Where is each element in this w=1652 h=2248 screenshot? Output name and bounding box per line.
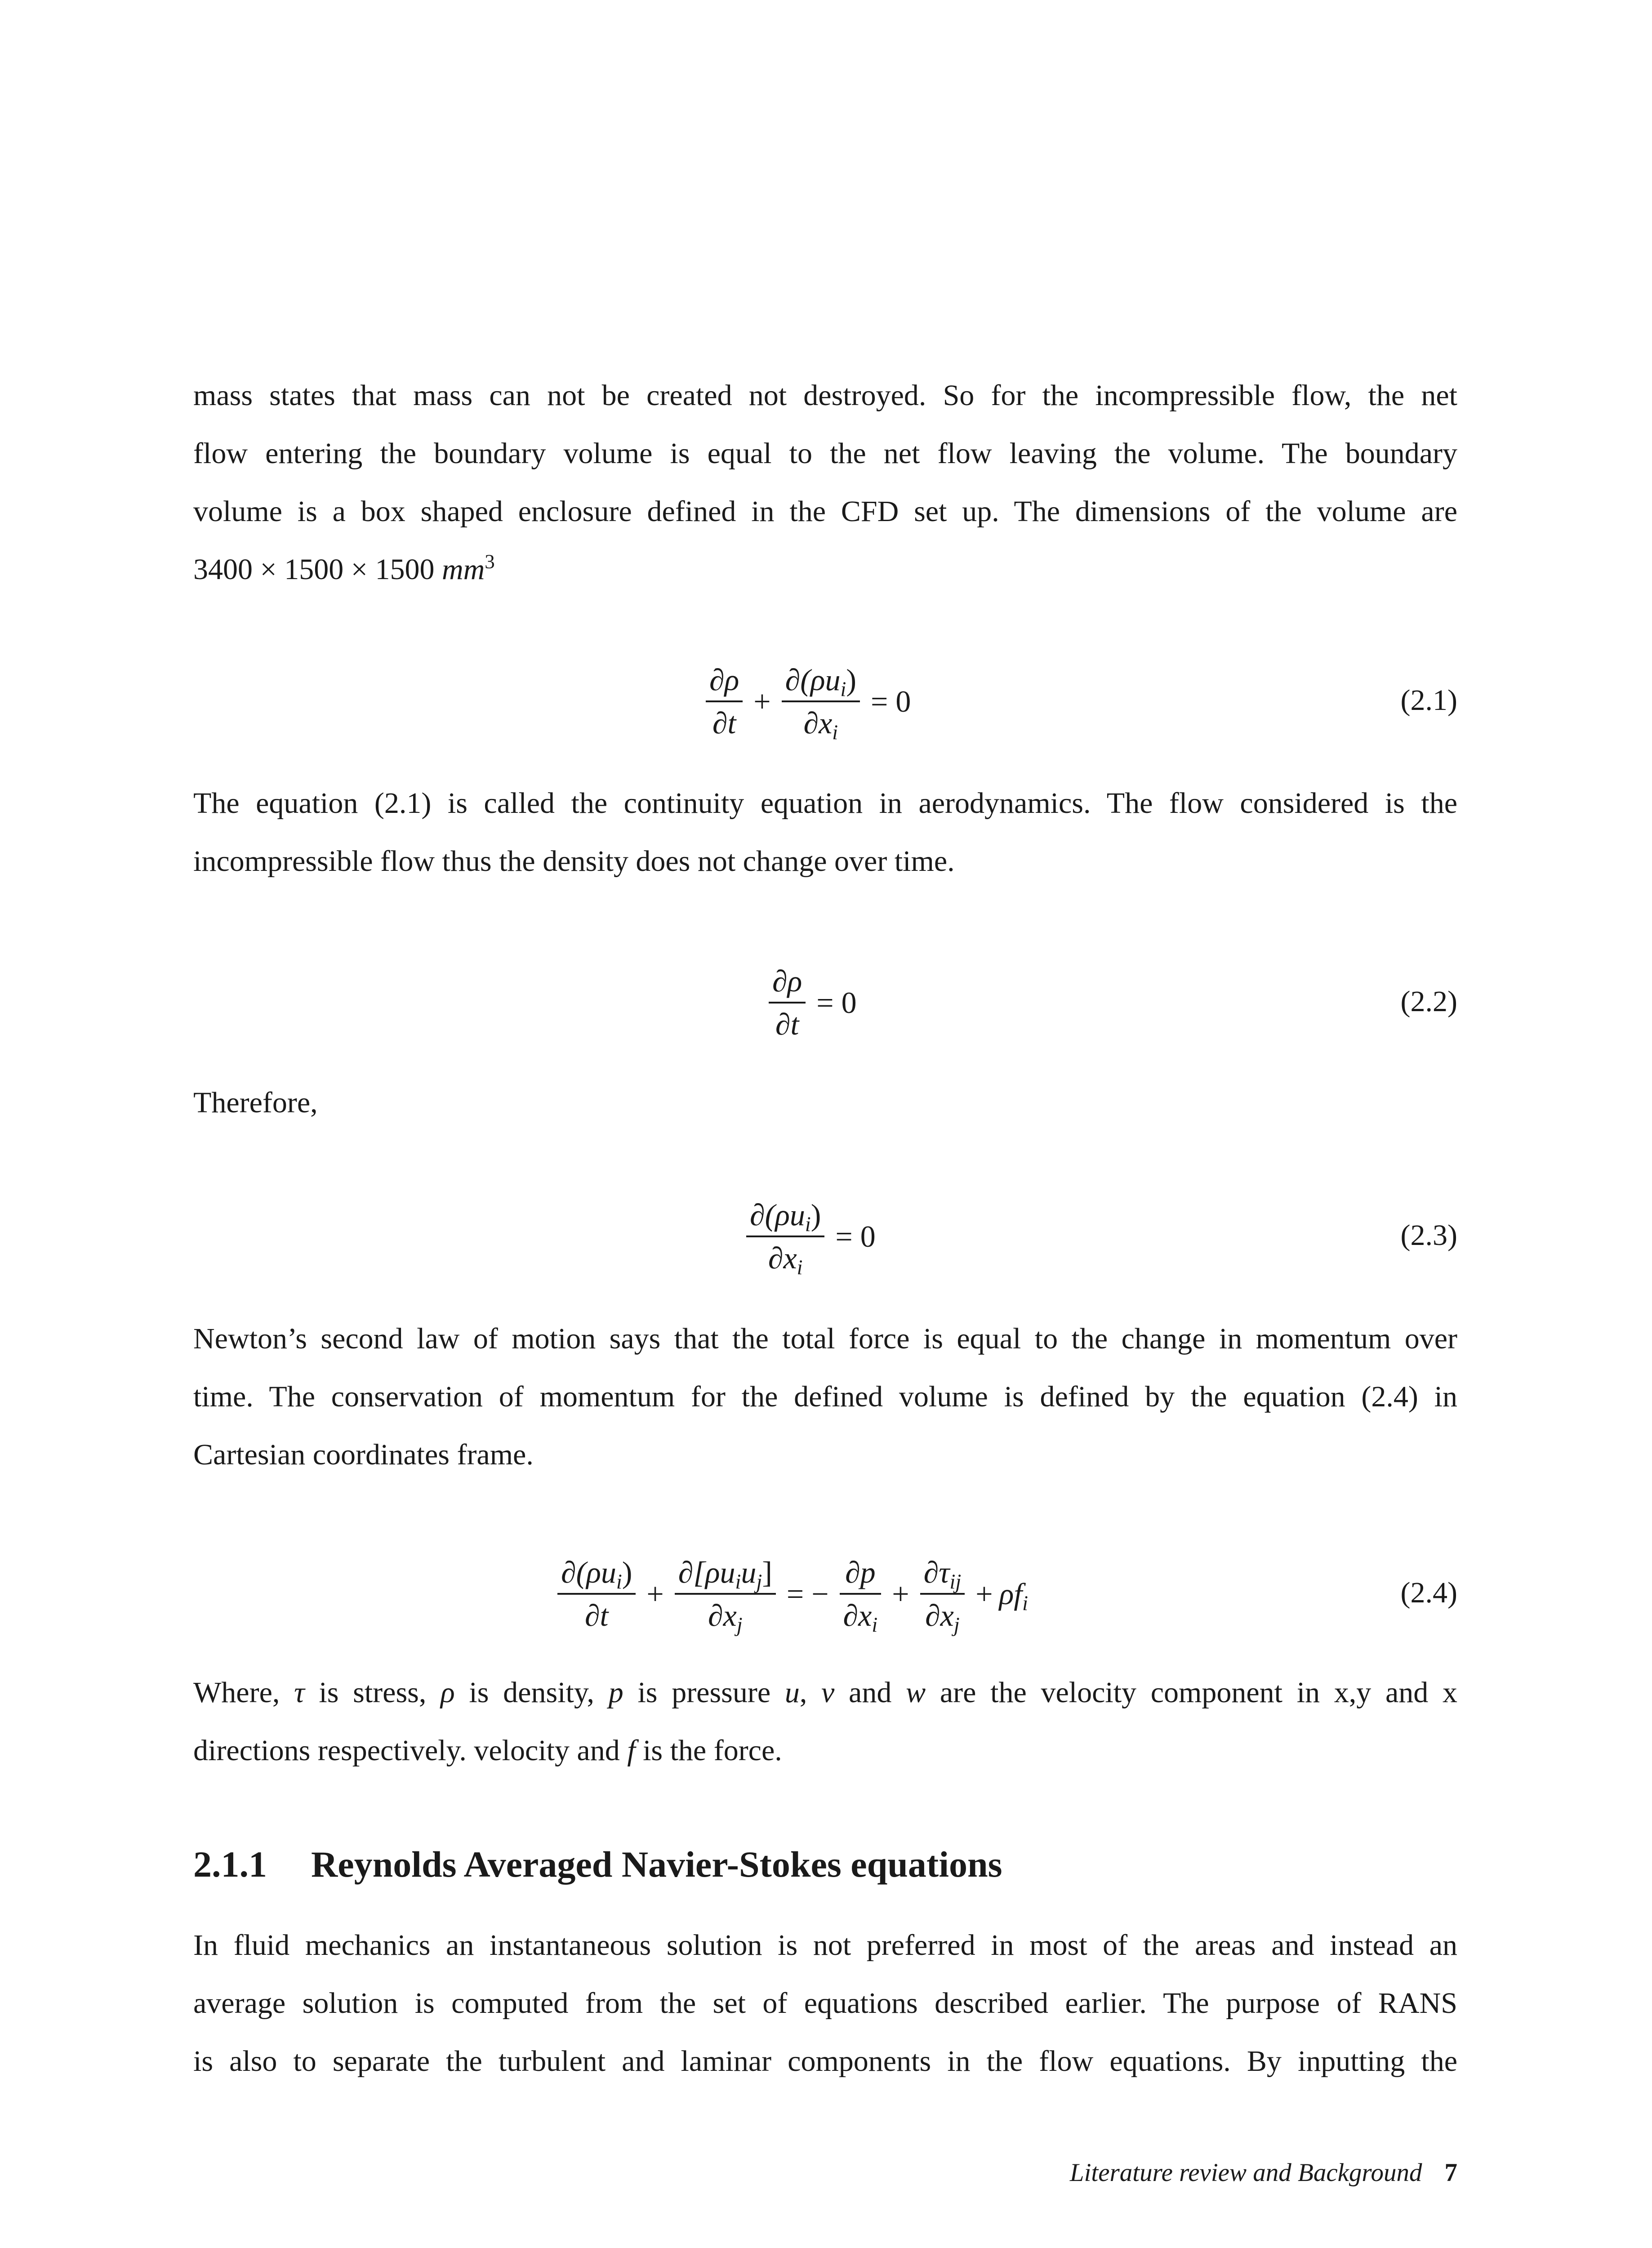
- section-heading: [193, 1843, 1002, 1886]
- fraction: [675, 1552, 776, 1636]
- unit-exponent: 3: [485, 550, 495, 573]
- subscript: j: [736, 1613, 743, 1637]
- subscript: i: [616, 1570, 622, 1593]
- text-line: time. The conservation of momentum for the defined volume is defined by the equation (2.4) in: [193, 1380, 1457, 1413]
- subscript: i: [1022, 1592, 1028, 1615]
- symbol-v: v: [821, 1676, 835, 1709]
- body-force-term: [999, 1576, 1028, 1615]
- force-symbol: ρf: [999, 1576, 1023, 1611]
- numerator: ∂ρ: [709, 663, 739, 697]
- denominator-text: ∂x: [925, 1598, 954, 1632]
- numerator: ∂ρ: [772, 964, 802, 998]
- text-span: is density,: [454, 1676, 609, 1709]
- numerator-end: ]: [762, 1555, 772, 1589]
- denominator: [704, 1595, 746, 1636]
- numerator-end: ): [846, 663, 857, 697]
- text-line: is also to separate the turbulent and laminar components in the flow equations. By inputting the: [193, 2045, 1457, 2078]
- numerator: [675, 1552, 776, 1593]
- equals-zero: = 0: [816, 985, 857, 1020]
- denominator-text: ∂x: [768, 1241, 797, 1275]
- symbol-w: w: [906, 1676, 926, 1709]
- fraction: [782, 659, 860, 744]
- subscript: j: [756, 1570, 762, 1593]
- subscript: i: [797, 1256, 803, 1279]
- denominator: [840, 1595, 882, 1636]
- subscript: i: [735, 1570, 741, 1593]
- symbol-tau: τ: [294, 1676, 305, 1709]
- equation-number: (2.1): [1400, 684, 1457, 717]
- numerator: [557, 1552, 636, 1593]
- running-title: Literature review and Background: [1069, 2159, 1422, 2187]
- text-line: flow entering the boundary volume is equal to the net flow leaving the volume. The boundary: [193, 437, 1457, 470]
- numerator-text: ∂(ρu: [785, 663, 841, 697]
- subscript: i: [805, 1213, 811, 1236]
- plus-sign: +: [892, 1576, 909, 1611]
- equation-2-2: [193, 962, 1457, 1043]
- symbol-u: u: [784, 1676, 800, 1709]
- numerator: [920, 1552, 965, 1593]
- text-line: incompressible flow thus the density does not change over time.: [193, 845, 955, 878]
- denominator-text: ∂x: [803, 706, 833, 740]
- fraction: [840, 1552, 882, 1636]
- denominator: ∂t: [584, 1598, 609, 1632]
- section-number: 2.1.1: [193, 1844, 267, 1885]
- equals-zero: = 0: [835, 1219, 876, 1253]
- denominator: ∂t: [712, 706, 736, 740]
- page-number: 7: [1444, 2159, 1457, 2187]
- text-line: Cartesian coordinates frame.: [193, 1438, 534, 1471]
- fraction: [557, 1552, 636, 1636]
- subscript: j: [953, 1613, 960, 1637]
- equation-2-3: [193, 1196, 1457, 1277]
- numerator-end: ): [622, 1555, 632, 1589]
- equation-body: [701, 661, 917, 742]
- denominator: [800, 702, 842, 744]
- equation-number: (2.3): [1400, 1219, 1457, 1252]
- fraction: [769, 960, 806, 1045]
- text-line: mass states that mass can not be created not destroyed. So for the incompressible flow, the net: [193, 379, 1457, 412]
- denominator-text: ∂x: [708, 1598, 737, 1632]
- fraction: [706, 659, 743, 744]
- text-line: The equation (2.1) is called the continuity equation in aerodynamics. The flow considered is the: [193, 787, 1457, 820]
- plus-sign: +: [975, 1576, 993, 1611]
- plus-sign: +: [646, 1576, 664, 1611]
- equation-number: (2.2): [1400, 985, 1457, 1018]
- text-span: and: [834, 1676, 906, 1709]
- therefore-text: Therefore,: [193, 1086, 318, 1119]
- numerator-text: ∂(ρu: [561, 1555, 616, 1589]
- page-footer: [1070, 2158, 1457, 2187]
- text-line: Newton’s second law of motion says that the total force is equal to the change in momentum over: [193, 1322, 1457, 1355]
- text-line: [193, 1664, 1457, 1722]
- denominator: [765, 1237, 806, 1279]
- denominator-text: ∂x: [843, 1598, 872, 1632]
- numerator: ∂p: [845, 1555, 876, 1589]
- equals-minus: = −: [786, 1576, 829, 1611]
- section-title: Reynolds Averaged Navier-Stokes equations: [311, 1844, 1002, 1885]
- text-span: Where,: [193, 1676, 294, 1709]
- dimensions-value: 3400 × 1500 × 1500: [193, 553, 442, 586]
- symbol-rho: ρ: [441, 1676, 455, 1709]
- equation-body: [764, 962, 863, 1043]
- dimensions-line: [193, 540, 1457, 598]
- fraction: [746, 1194, 824, 1279]
- text-span: is the force.: [635, 1734, 782, 1767]
- numerator-text: ∂(ρu: [750, 1198, 805, 1232]
- equation-body: [742, 1196, 882, 1277]
- symbol-f: f: [627, 1734, 636, 1767]
- text-span: are the velocity component in x,y and x: [926, 1676, 1458, 1709]
- denominator: ∂t: [775, 1007, 799, 1041]
- plus-sign: +: [753, 684, 771, 718]
- numerator-text: ∂[ρu: [678, 1555, 735, 1589]
- text-line: average solution is computed from the set of equations described earlier. The purpose of RANS: [193, 1987, 1457, 2020]
- numerator-text: ∂τ: [923, 1555, 950, 1589]
- subscript: i: [832, 721, 838, 744]
- numerator-end: ): [810, 1198, 821, 1232]
- equation-body: [553, 1553, 1028, 1637]
- text-line: In fluid mechanics an instantaneous solution is not preferred in most of the areas and instead an: [193, 1929, 1457, 1962]
- subscript: ij: [949, 1570, 962, 1593]
- text-span: is stress,: [304, 1676, 441, 1709]
- equation-number: (2.4): [1400, 1576, 1457, 1609]
- numerator: [782, 659, 860, 700]
- equation-2-1: [193, 661, 1457, 742]
- fraction: [920, 1552, 965, 1636]
- text-line: volume is a box shaped enclosure defined in the CFD set up. The dimensions of the volume are: [193, 495, 1457, 528]
- denominator: [922, 1595, 963, 1636]
- subscript: i: [872, 1613, 878, 1637]
- unit: mm: [441, 553, 485, 586]
- equals-zero: = 0: [871, 684, 911, 718]
- symbol-p: p: [608, 1676, 623, 1709]
- numerator: [746, 1194, 824, 1236]
- text-span: ,: [799, 1676, 822, 1709]
- text-span: directions respectively. velocity and: [193, 1734, 628, 1767]
- text-span: is pressure: [623, 1676, 785, 1709]
- equation-2-4: [193, 1553, 1457, 1637]
- numerator-mid: u: [741, 1555, 757, 1589]
- text-line: [193, 1722, 1457, 1780]
- subscript: i: [840, 678, 846, 701]
